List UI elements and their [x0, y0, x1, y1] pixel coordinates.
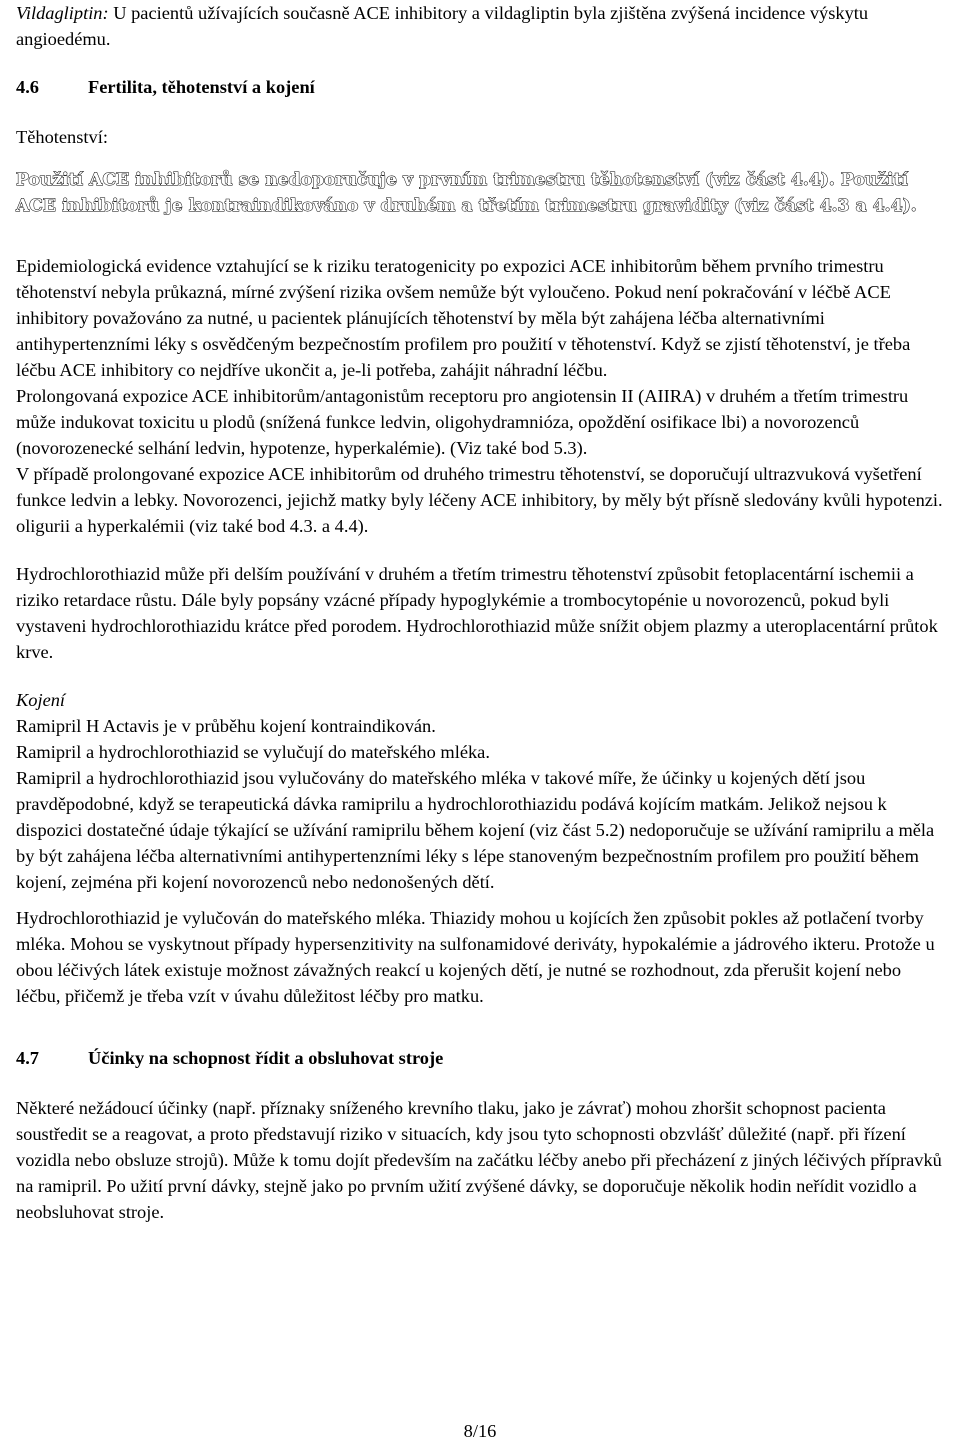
pregnancy-warning: Použití ACE inhibitorů se nedoporučuje v prvním trimestru těhotenství (viz část 4.4). Použití ACE inhibitorů je kontraindikováno v druhém a třetím trimestru gravidity (viz část 4.3 a 4.4).: [16, 170, 917, 216]
breastfeeding-line-1: Ramipril H Actavis je v průběhu kojení kontraindikován.: [16, 716, 436, 736]
pregnancy-heading: Těhotenství:: [16, 127, 108, 147]
section-4-7-paragraph: Některé nežádoucí účinky (např. příznaky sníženého krevního tlaku, jako je závrať) mohou zhoršit schopnost pacienta soustředit se a reagovat, a proto představují riziko v situacích, kdy jsou tyto schopnosti obzvlášť důležité (např. při řízení vozidla nebo obsluze strojů). Může k tomu dojít především na začátku léčby anebo při přecházení z jiných léčivých přípravků na ramipril. Po užití první dávky, stejně jako po prvním užití zvýšené dávky, se doporučuje několik hodin neřídit vozidlo a neobsluhovat stroje.: [16, 1098, 942, 1222]
pregnancy-paragraph-3: V případě prolongované expozice ACE inhibitorům od druhého trimestru těhotenství, se doporučují ultrazvuková vyšetření funkce ledvin a lebky. Novorozenci, jejichž matky byly léčeny ACE inhibitory, by měly být přísně sledovány kvůli hypotenzi. oligurii a hyperkalémii (viz také bod 4.3. a 4.4).: [16, 464, 943, 536]
breastfeeding-paragraph-1: Ramipril a hydrochlorothiazid jsou vylučovány do mateřského mléka v takové míře, že účinky u kojených dětí jsou pravděpodobné, když se terapeutická dávka ramiprilu a hydrochlorothiazidu podává kojícím matkám. Jelikož nejsou k dispozici dostatečné údaje týkající se užívání ramiprilu během kojení (viz část 5.2) nedoporučuje se užívání ramiprilu a měla by být zahájena léčba alternativními antihypertenzními léky s lépe stanoveným bezpečnostním profilem pro použití během kojení, zejména při kojení novorozenců nebo nedonošených dětí.: [16, 768, 935, 892]
pregnancy-paragraph-1: Epidemiologická evidence vztahující se k riziku teratogenicity po expozici ACE inhibitorům během prvního trimestru těhotenství nebyla průkazná, mírné zvýšení rizika ovšem nemůže být vyloučeno. Pokud není pokračování v léčbě ACE inhibitory považováno za nutné, u pacientek plánujících těhotenství by měla být zahájena léčba alternativními antihypertenzními léky s osvědčeným bezpečnostím profilem pro použití v těhotenství. Když se zjistí těhotenství, je třeba léčbu ACE inhibitory co nejdříve ukončit a, je-li potřeba, zahájit náhradní léčbu.: [16, 256, 911, 380]
intro-paragraph: [16, 0, 948, 52]
section-4-6-number: 4.6: [16, 77, 39, 97]
section-4-6-title: Fertilita, těhotenství a kojení: [88, 77, 315, 97]
page-number: 8/16: [463, 1421, 497, 1441]
section-4-7-heading: [16, 1045, 948, 1071]
pregnancy-paragraph-2: Prolongovaná expozice ACE inhibitorům/antagonistům receptoru pro angiotensin II (AIIRA) v druhém a třetím trimestru může indukovat toxicitu u plodů (snížená funkce ledvin, oligohydramnióza, opoždění osifikace lbi) a novorozenců (novorozenecké selhání ledvin, hypotenze, hyperkalémie). (Viz také bod 5.3).: [16, 386, 909, 458]
pregnancy-paragraph-4: Hydrochlorothiazid může při delším používání v druhém a třetím trimestru těhotenství způsobit fetoplacentární ischemii a riziko retardace růstu. Dále byly popsány vzácné případy hypoglykémie a trombocytopénie u novorozenců, pokud byli vystaveni hydrochlorothiazidu krátce před porodem. Hydrochlorothiazid může snížit objem plazmy a uteroplacentární průtok krve.: [16, 564, 938, 662]
document-page: [16, 0, 948, 1225]
breastfeeding-line-2: Ramipril a hydrochlorothiazid se vylučují do mateřského mléka.: [16, 742, 490, 762]
section-4-7-title: Účinky na schopnost řídit a obsluhovat stroje: [88, 1048, 444, 1068]
section-4-6-heading: [16, 74, 948, 100]
section-4-7-number: 4.7: [16, 1048, 39, 1068]
breastfeeding-heading: Kojení: [16, 690, 66, 710]
intro-text: U pacientů užívajících současně ACE inhibitory a vildagliptin byla zjištěna zvýšená incidence výskytu angioedému.: [16, 3, 869, 49]
intro-lead: Vildagliptin:: [16, 3, 109, 23]
breastfeeding-paragraph-2: Hydrochlorothiazid je vylučován do mateřského mléka. Thiazidy mohou u kojících žen způsobit pokles až potlačení tvorby mléka. Mohou se vyskytnout případy hypersenzitivity na sulfonamidové deriváty, hypokalémie a jádrového ikteru. Protože u obou léčivých látek existuje možnost závažných reakcí u kojených dětí, je nutné se rozhodnout, zda přerušit kojení nebo léčbu, přičemž je třeba vzít v úvahu důležitost léčby pro matku.: [16, 908, 935, 1006]
